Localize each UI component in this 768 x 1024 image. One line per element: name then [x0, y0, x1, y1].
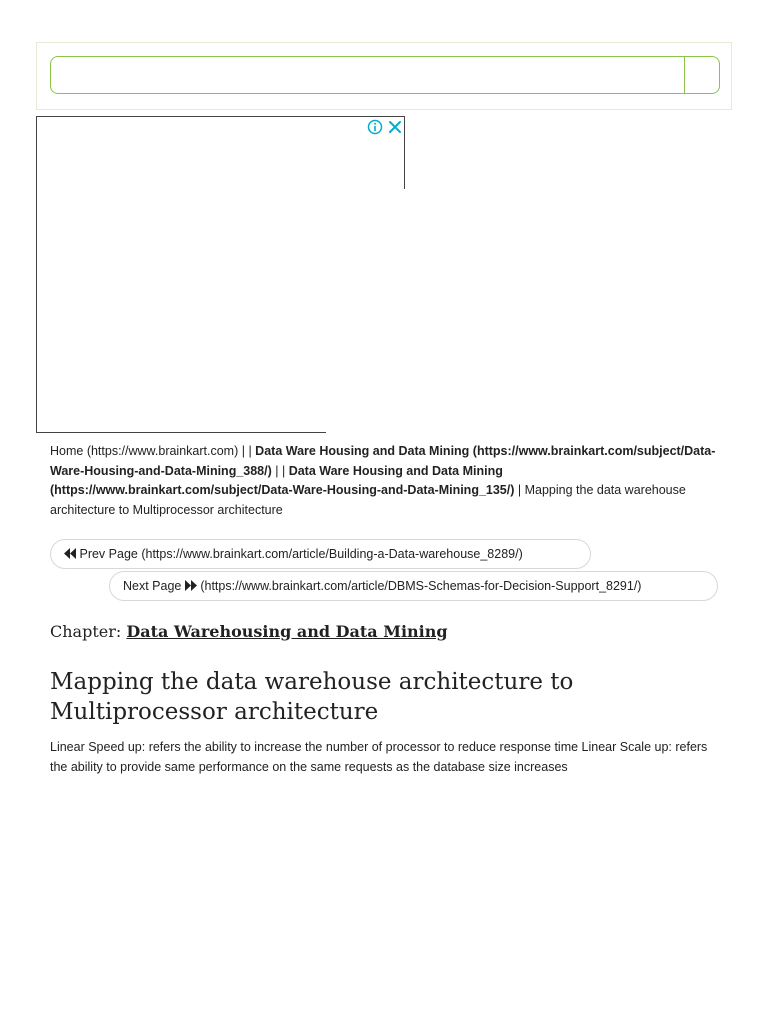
- chapter-prefix: Chapter:: [50, 622, 127, 641]
- next-page-link[interactable]: [109, 571, 718, 601]
- info-icon[interactable]: [367, 119, 383, 135]
- ad-border: [404, 117, 405, 189]
- breadcrumb: [50, 442, 722, 520]
- search-input[interactable]: [51, 57, 683, 93]
- breadcrumb-current: Mapping the data warehouse architecture to Multiprocessor architecture: [50, 483, 686, 517]
- breadcrumb-separator: | |: [271, 463, 289, 478]
- ad-border: [36, 432, 326, 433]
- next-page-url: (https://www.brainkart.com/article/DBMS-Schemas-for-Decision-Support_8291/): [196, 579, 642, 593]
- breadcrumb-subject-link-2[interactable]: Data Ware Housing and Data Mining (https://www.brainkart.com/subject/Data-Ware-Housing-and-Data-Mining_135/): [50, 463, 515, 497]
- search-box: [50, 56, 720, 94]
- prev-page-label: Prev Page (https://www.brainkart.com/article/Building-a-Data-warehouse_8289/): [79, 547, 523, 561]
- article-body: Linear Speed up: refers the ability to increase the number of processor to reduce response time Linear Scale up: refers the ability to provide same performance on the same requests as the database size increases: [50, 740, 708, 774]
- page-title: Mapping the data warehouse architecture to Multiprocessor architecture: [50, 669, 574, 725]
- close-icon[interactable]: [387, 118, 403, 136]
- search-container: [36, 42, 732, 110]
- breadcrumb-home-link[interactable]: Home (https://www.brainkart.com): [50, 444, 239, 458]
- breadcrumb-separator: | |: [238, 444, 256, 458]
- prev-page-link[interactable]: [50, 539, 591, 569]
- breadcrumb-separator: |: [514, 483, 525, 497]
- search-button[interactable]: [684, 57, 719, 93]
- chapter-heading: [50, 622, 448, 641]
- double-chevron-right-icon: [185, 580, 197, 591]
- chapter-link[interactable]: Data Warehousing and Data Mining: [126, 622, 448, 641]
- double-chevron-left-icon: [64, 548, 76, 559]
- advertisement: [36, 116, 405, 433]
- next-page-label: Next Page: [123, 579, 182, 593]
- breadcrumb-subject-link[interactable]: Data Ware Housing and Data Mining (https://www.brainkart.com/subject/Data-Ware-Housing-and-Data-Mining_388/): [50, 444, 716, 478]
